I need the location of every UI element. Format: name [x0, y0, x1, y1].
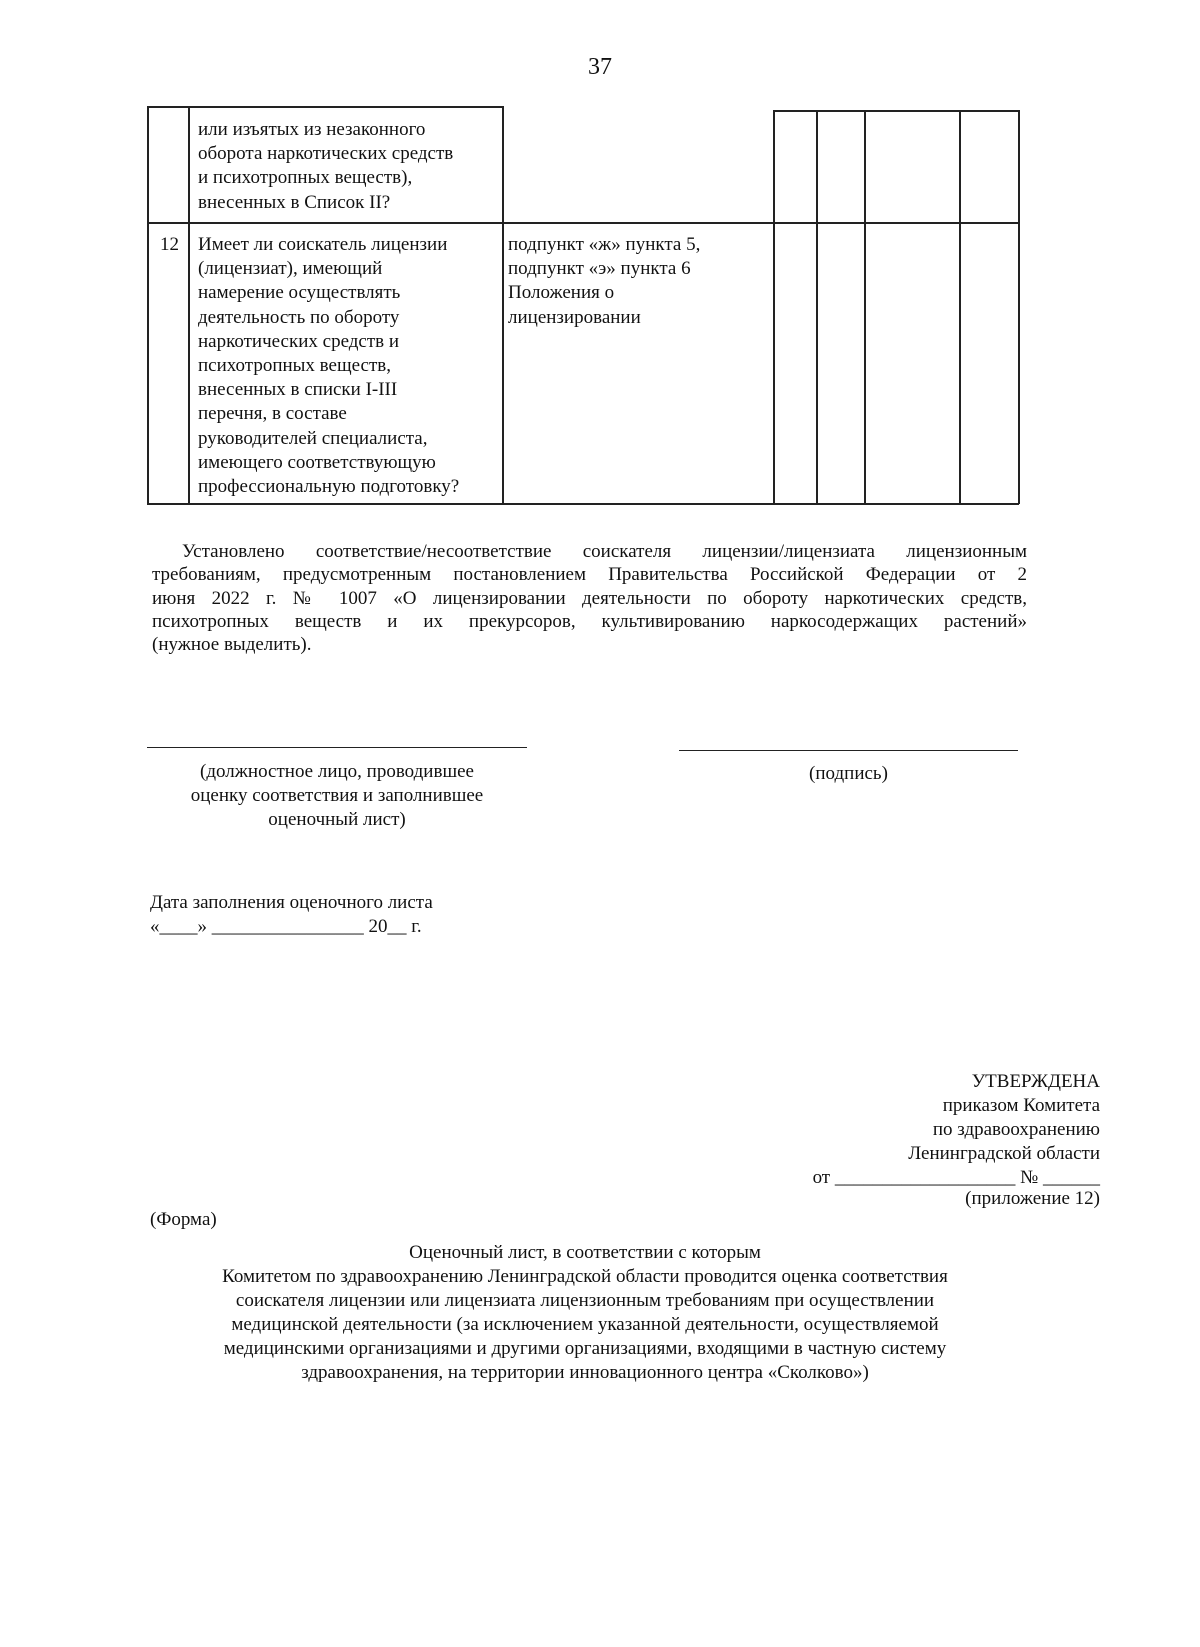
conclusion-line: требованиям, предусмотренным постановлением Правительства Российской Федерации от 2: [152, 564, 1027, 585]
approval-line: УТВЕРЖДЕНА: [971, 1071, 1100, 1092]
reference-text: подпункт «э» пункта 6: [508, 258, 691, 280]
question-text: (лицензиат), имеющий: [198, 258, 383, 280]
question-text: перечня, в составе: [198, 403, 347, 425]
question-text: психотропных веществ,: [198, 355, 391, 377]
question-text: внесенных в списки I-III: [198, 379, 398, 401]
date-field: «____» ________________ 20__ г.: [150, 916, 422, 937]
table-col-line: [864, 110, 866, 504]
conclusion-line: июня 2022 г. № 1007 «О лицензировании деятельности по обороту наркотических средств,: [152, 588, 1027, 609]
approval-line: Ленинградской области: [908, 1143, 1100, 1164]
table-col-line: [816, 110, 818, 504]
question-text: руководителей специалиста,: [198, 427, 428, 449]
table-col-line: [502, 106, 504, 504]
conclusion-line: психотропных веществ и их прекурсоров, культивированию наркосодержащих растений»: [152, 611, 1027, 632]
approval-line: приказом Комитета: [942, 1095, 1100, 1116]
question-text: или изъятых из незаконного: [198, 119, 426, 140]
approval-block: [813, 1070, 1100, 1211]
title-line: соискателя лицензии или лицензиата лицензионным требованиям при осуществлении: [235, 1290, 935, 1311]
table-col-line: [773, 110, 775, 504]
date-label: Дата заполнения оценочного листа: [150, 892, 433, 913]
approval-line: по здравоохранению: [932, 1119, 1100, 1140]
form-label: (Форма): [150, 1209, 217, 1230]
reference-text: лицензировании: [508, 306, 641, 328]
table-border-top-left: [147, 106, 504, 108]
title-line: Комитетом по здравоохранению Ленинградской области проводится оценка соответствия: [222, 1266, 948, 1287]
table-col-line: [1018, 110, 1020, 504]
title-line: медицинской деятельности (за исключением указанной деятельности, осуществляемой: [231, 1314, 939, 1335]
conclusion-line: Установлено соответствие/несоответствие соискателя лицензии/лицензиата лицензионным: [182, 541, 1027, 562]
title-line: здравоохранения, на территории инновационного центра «Сколково»): [301, 1362, 869, 1383]
question-text: профессиональную подготовку?: [198, 476, 460, 498]
approval-line: от ___________________ № ______: [812, 1167, 1100, 1188]
form-title: [0, 1241, 1170, 1385]
table-row-divider: [147, 222, 1019, 224]
signature-caption: (подпись): [809, 763, 888, 784]
approval-line: (приложение 12): [965, 1188, 1100, 1209]
question-text: имеющего соответствующую: [198, 451, 436, 473]
table-border-bottom: [147, 503, 1019, 505]
reference-text: Положения о: [508, 282, 615, 304]
table-col-line: [188, 106, 190, 504]
official-caption: [147, 760, 527, 832]
question-text: Имеет ли соискатель лицензии: [198, 234, 448, 255]
table-col-line: [147, 106, 149, 504]
table-border-top-right: [773, 110, 1019, 112]
reference-cell: [508, 233, 700, 330]
question-text: деятельность по обороту: [198, 306, 400, 328]
reference-text: подпункт «ж» пункта 5,: [508, 234, 701, 255]
title-line: Оценочный лист, в соответствии с которым: [409, 1242, 761, 1263]
title-line: медицинскими организациями и другими организациями, входящими в частную систему: [223, 1338, 947, 1359]
caption-line: оценочный лист): [268, 809, 406, 830]
conclusion-line: (нужное выделить).: [152, 634, 312, 655]
page-number: 37: [588, 54, 612, 80]
table-col-line: [959, 110, 961, 504]
table-row: [198, 233, 459, 499]
caption-line: (должностное лицо, проводившее: [200, 761, 474, 782]
question-text: оборота наркотических средств: [198, 143, 454, 165]
row-number: 12: [160, 234, 179, 255]
table-row: [198, 118, 453, 215]
signature-line: [679, 750, 1018, 751]
question-text: и психотропных веществ),: [198, 167, 413, 189]
question-text: наркотических средств и: [198, 330, 400, 352]
question-text: внесенных в Список II?: [198, 191, 391, 213]
question-text: намерение осуществлять: [198, 282, 401, 304]
caption-line: оценку соответствия и заполнившее: [190, 785, 484, 806]
official-signature-line: [147, 747, 527, 748]
